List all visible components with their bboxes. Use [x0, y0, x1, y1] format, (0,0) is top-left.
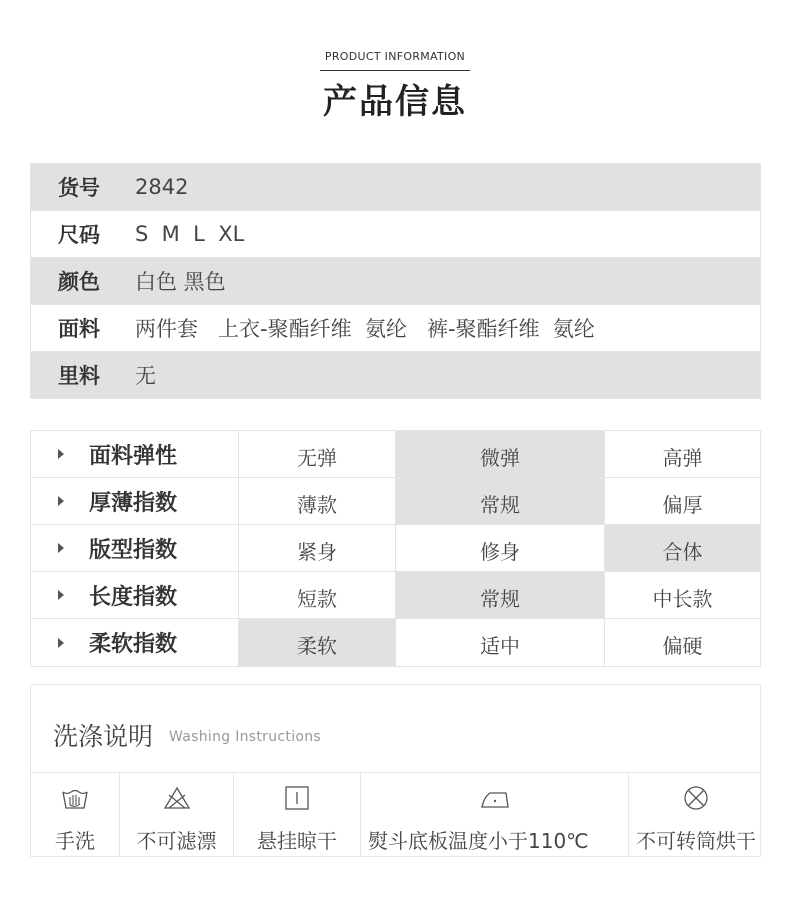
- attribute-option: 无弹: [239, 431, 396, 477]
- info-row-color: [31, 258, 760, 305]
- page-header: [0, 0, 790, 140]
- wash-item-hand-wash: [31, 773, 120, 857]
- attribute-label-text: 柔软指数: [89, 632, 178, 657]
- info-row-size: [31, 211, 760, 258]
- wash-item-no-tumble-dry: [629, 773, 762, 857]
- no-tumble-dry-icon: [681, 785, 711, 811]
- washing-title: 洗涤说明: [53, 722, 154, 751]
- attribute-option: 紧身: [239, 525, 396, 571]
- info-value: 两件套 上衣-聚酯纤维 氨纶 裤-聚酯纤维 氨纶: [135, 317, 595, 341]
- caret-right-icon: [58, 590, 64, 600]
- wash-label: 不可转筒烘干: [636, 829, 756, 853]
- header-divider: [320, 70, 470, 71]
- attribute-label: [31, 572, 239, 618]
- wash-label: 手洗: [55, 829, 95, 853]
- attribute-label-text: 厚薄指数: [89, 490, 178, 516]
- caret-right-icon: [58, 449, 64, 459]
- wash-item-no-bleach: [120, 773, 234, 857]
- attribute-option: 薄款: [239, 478, 396, 524]
- attribute-option: 修身: [396, 525, 605, 571]
- attribute-row: [31, 431, 760, 478]
- caret-right-icon: [58, 638, 64, 648]
- info-value: S M L XL: [135, 222, 245, 246]
- info-value: 白色 黑色: [135, 270, 226, 294]
- attribute-row: [31, 619, 760, 666]
- attribute-row: [31, 572, 760, 619]
- washing-icons-grid: [30, 772, 761, 857]
- wash-item-iron: [361, 773, 629, 857]
- info-label: 面料: [58, 317, 100, 341]
- attribute-option: 适中: [396, 619, 605, 666]
- info-row-fabric: [31, 305, 760, 352]
- info-row-lining: [31, 352, 760, 399]
- info-label: 尺码: [58, 223, 100, 247]
- attribute-option: 短款: [239, 572, 396, 618]
- attribute-label: [31, 525, 239, 571]
- no-bleach-icon: [162, 785, 192, 811]
- attribute-label: [31, 431, 239, 477]
- attribute-option-selected: 合体: [605, 525, 760, 571]
- page-title: 产品信息: [323, 82, 467, 122]
- attribute-option-selected: 微弹: [396, 431, 605, 477]
- info-value: 2842: [135, 175, 189, 199]
- washing-instructions: [30, 684, 761, 857]
- washing-title-en: Washing Instructions: [169, 729, 322, 745]
- attribute-option-selected: 常规: [396, 478, 605, 524]
- wash-label: 熨斗底板温度小于110℃: [368, 829, 589, 853]
- info-label: 里料: [58, 364, 100, 388]
- attribute-option: 偏厚: [662, 492, 703, 517]
- attribute-option: 高弹: [662, 445, 703, 470]
- wash-item-hang-dry: [234, 773, 361, 857]
- hand-wash-icon: [60, 785, 90, 811]
- attribute-index-table: [30, 430, 761, 667]
- iron-icon: [480, 785, 510, 811]
- caret-right-icon: [58, 496, 64, 506]
- attribute-option: 偏硬: [662, 634, 703, 658]
- hang-dry-icon: [282, 785, 312, 811]
- attribute-option-selected: 常规: [396, 572, 605, 618]
- attribute-row: [31, 525, 760, 572]
- attribute-label-text: 长度指数: [89, 584, 178, 610]
- info-row-item-number: [31, 164, 760, 211]
- attribute-row: [31, 478, 760, 525]
- info-value: 无: [135, 364, 156, 388]
- header-subtitle: PRODUCT INFORMATION: [324, 50, 466, 63]
- caret-right-icon: [58, 543, 64, 553]
- attribute-label: [31, 619, 239, 666]
- attribute-label-text: 面料弹性: [89, 443, 178, 469]
- product-info-table: [30, 163, 761, 399]
- info-label: 颜色: [58, 270, 100, 294]
- wash-label: 不可滤漂: [136, 829, 217, 853]
- wash-label: 悬挂晾干: [257, 829, 337, 853]
- attribute-label-text: 版型指数: [89, 537, 178, 563]
- info-label: 货号: [58, 176, 100, 200]
- attribute-label: [31, 478, 239, 524]
- attribute-option-selected: 柔软: [239, 619, 396, 666]
- attribute-option: 中长款: [652, 586, 713, 611]
